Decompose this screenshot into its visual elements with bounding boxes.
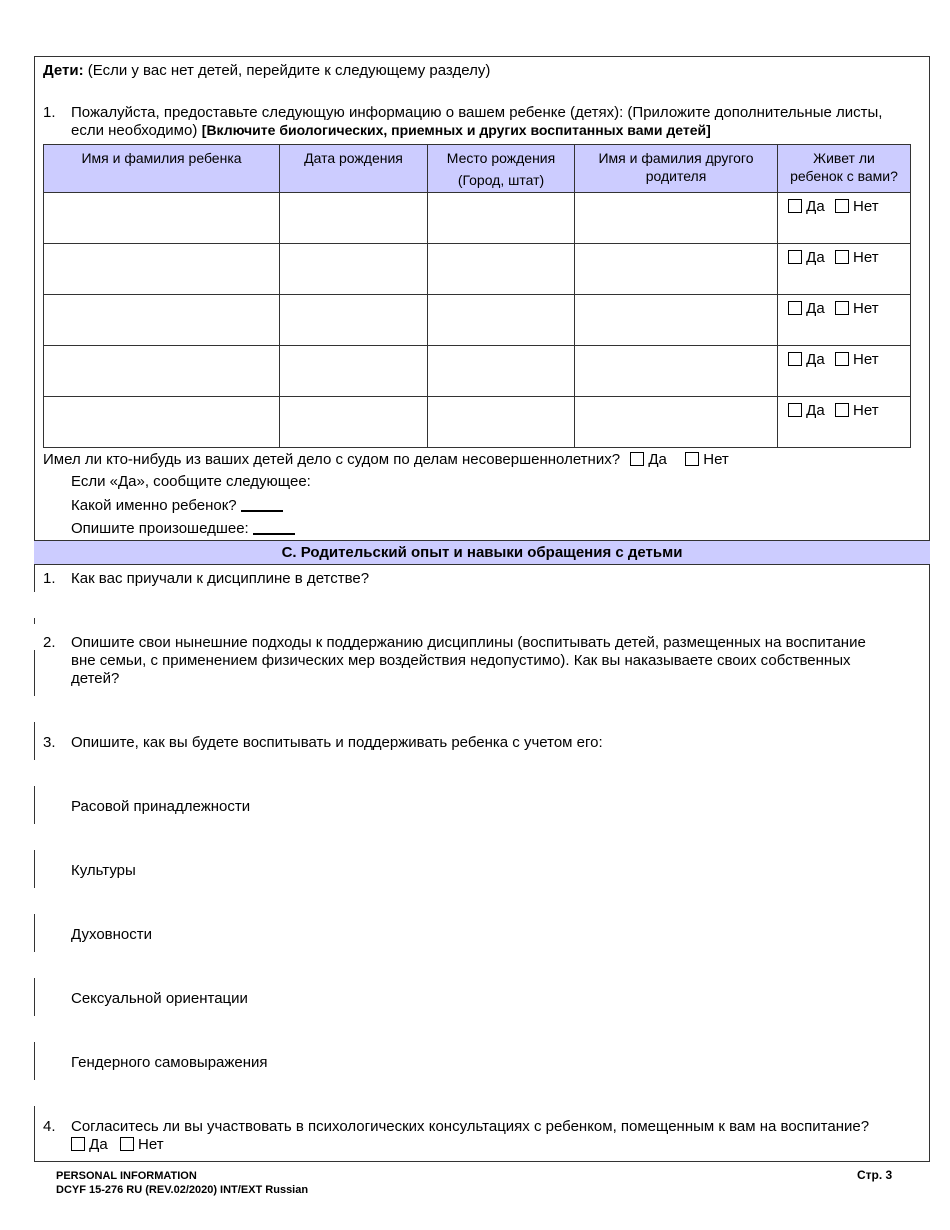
- cell-other-parent[interactable]: [575, 346, 778, 397]
- header-other-parent: [575, 145, 778, 193]
- cell-other-parent[interactable]: [575, 244, 778, 295]
- border-gap: [34, 624, 36, 650]
- cell-dob[interactable]: [280, 397, 428, 448]
- q4-yes-label: Да: [89, 1136, 108, 1153]
- cell-child-name[interactable]: [44, 346, 280, 397]
- cell-other-parent[interactable]: [575, 295, 778, 346]
- cell-birthplace[interactable]: [428, 397, 575, 448]
- cell-other-parent[interactable]: [575, 397, 778, 448]
- footer-left-line1: PERSONAL INFORMATION: [56, 1170, 197, 1182]
- no-checkbox[interactable]: [835, 403, 849, 417]
- header-birthplace-line2: (Город, штат): [457, 172, 545, 188]
- border-gap: [34, 760, 36, 786]
- c-q3-number: 3.: [43, 734, 56, 751]
- cell-child-name[interactable]: [44, 193, 280, 244]
- c-q4-number: 4.: [43, 1118, 56, 1135]
- describe-blank[interactable]: [253, 519, 295, 535]
- cell-dob[interactable]: [280, 295, 428, 346]
- cell-child-name[interactable]: [44, 397, 280, 448]
- yes-label: Да: [806, 402, 825, 419]
- children-label: Дети:: [43, 62, 84, 79]
- c-q4-options: [71, 1136, 164, 1154]
- table-row: [44, 295, 911, 346]
- yes-label: Да: [806, 249, 825, 266]
- describe-label: Опишите произошедшее:: [71, 520, 249, 537]
- table-header-row: [44, 145, 911, 193]
- yes-label: Да: [806, 300, 825, 317]
- q4-no-checkbox[interactable]: [120, 1137, 134, 1151]
- c-q3-text: Опишите, как вы будете воспитывать и поддерживать ребенка с учетом его:: [71, 734, 603, 751]
- cell-child-name[interactable]: [44, 295, 280, 346]
- header-lives-line1: Живет ли: [813, 150, 875, 166]
- c-q2-line2: вне семьи, с применением физических мер воздействия недопустимо). Как вы наказываете своих собственных: [71, 652, 851, 669]
- cell-birthplace[interactable]: [428, 244, 575, 295]
- header-dob: Дата рождения: [280, 145, 428, 193]
- page-number: Стр. 3: [857, 1168, 893, 1182]
- q1-text-plain: если необходимо): [71, 122, 198, 139]
- q3-item-orientation: Сексуальной ориентации: [71, 990, 248, 1007]
- children-table: [43, 144, 911, 448]
- court-question: Имел ли кто-нибудь из ваших детей дело с судом по делам несовершеннолетних?: [43, 451, 621, 468]
- yes-checkbox[interactable]: [788, 250, 802, 264]
- no-checkbox[interactable]: [835, 199, 849, 213]
- header-other-parent-line2: родителя: [645, 168, 707, 184]
- no-label: Нет: [853, 351, 879, 368]
- yes-checkbox[interactable]: [788, 352, 802, 366]
- border-gap: [34, 952, 36, 978]
- yes-checkbox[interactable]: [788, 403, 802, 417]
- border-gap: [34, 592, 36, 618]
- q4-no-label: Нет: [138, 1136, 164, 1153]
- border-gap: [34, 1016, 36, 1042]
- cell-lives-with-you: [778, 346, 911, 397]
- cell-birthplace[interactable]: [428, 193, 575, 244]
- header-child-name: Имя и фамилия ребенка: [44, 145, 280, 193]
- cell-other-parent[interactable]: [575, 193, 778, 244]
- border-gap: [34, 888, 36, 914]
- table-row: [44, 346, 911, 397]
- children-heading: [43, 62, 490, 80]
- no-label: Нет: [853, 402, 879, 419]
- c-q2-line1: Опишите свои нынешние подходы к поддержанию дисциплины (воспитывать детей, размещенных на воспитание: [71, 634, 866, 651]
- no-checkbox[interactable]: [835, 250, 849, 264]
- which-child-row: [71, 496, 283, 515]
- border-gap: [34, 696, 36, 722]
- border-gap: [34, 1080, 36, 1106]
- c-q1-text: Как вас приучали к дисциплине в детстве?: [71, 570, 370, 587]
- cell-dob[interactable]: [280, 193, 428, 244]
- q3-item-spirituality: Духовности: [71, 926, 153, 943]
- c-q4-text: Согласитесь ли вы участвовать в психологических консультациях с ребенком, помещенным к вам на воспитание?: [71, 1118, 870, 1135]
- c-q2-line3: детей?: [71, 670, 120, 687]
- cell-dob[interactable]: [280, 244, 428, 295]
- yes-label: Да: [806, 198, 825, 215]
- q1-text-line2: [71, 122, 711, 140]
- yes-label: Да: [806, 351, 825, 368]
- q1-number: 1.: [43, 104, 56, 121]
- header-birthplace-line1: Место рождения: [446, 150, 556, 166]
- table-row: [44, 244, 911, 295]
- cell-lives-with-you: [778, 244, 911, 295]
- no-checkbox[interactable]: [835, 352, 849, 366]
- section-c-title: C. Родительский опыт и навыки обращения с детьми: [34, 540, 930, 565]
- which-child-label: Какой именно ребенок?: [71, 497, 237, 514]
- cell-lives-with-you: [778, 295, 911, 346]
- q3-item-race: Расовой принадлежности: [71, 798, 251, 815]
- no-label: Нет: [853, 249, 879, 266]
- q4-yes-checkbox[interactable]: [71, 1137, 85, 1151]
- cell-lives-with-you: [778, 397, 911, 448]
- q1-text-line1: Пожалуйста, предоставьте следующую информацию о вашем ребенке (детях): (Приложите дополнительные листы,: [71, 104, 883, 121]
- describe-row: [71, 519, 295, 538]
- court-no-checkbox[interactable]: [685, 452, 699, 466]
- table-row: [44, 397, 911, 448]
- border-gap: [34, 824, 36, 850]
- court-no-label: Нет: [703, 451, 729, 468]
- court-yes-checkbox[interactable]: [630, 452, 644, 466]
- table-row: [44, 193, 911, 244]
- c-q1-number: 1.: [43, 570, 56, 587]
- no-label: Нет: [853, 300, 879, 317]
- no-label: Нет: [853, 198, 879, 215]
- court-question-row: [43, 451, 729, 469]
- if-yes-text: Если «Да», сообщите следующее:: [71, 473, 311, 490]
- cell-birthplace[interactable]: [428, 295, 575, 346]
- c-q2-number: 2.: [43, 634, 56, 651]
- header-lives-line2: ребенок с вами?: [790, 168, 898, 184]
- yes-checkbox[interactable]: [788, 301, 802, 315]
- children-note: (Если у вас нет детей, перейдите к следующему разделу): [87, 62, 491, 79]
- yes-checkbox[interactable]: [788, 199, 802, 213]
- cell-dob[interactable]: [280, 346, 428, 397]
- cell-lives-with-you: [778, 193, 911, 244]
- q3-item-gender-expression: Гендерного самовыражения: [71, 1054, 268, 1071]
- cell-birthplace[interactable]: [428, 346, 575, 397]
- no-checkbox[interactable]: [835, 301, 849, 315]
- footer-left-line2: DCYF 15-276 RU (REV.02/2020) INT/EXT Russian: [56, 1184, 309, 1196]
- which-child-blank[interactable]: [241, 496, 283, 512]
- court-yes-label: Да: [648, 451, 667, 468]
- cell-child-name[interactable]: [44, 244, 280, 295]
- q3-item-culture: Культуры: [71, 862, 136, 879]
- header-birthplace: [428, 145, 575, 193]
- q1-text-bold: [Включите биологических, приемных и других воспитанных вами детей]: [201, 122, 711, 138]
- header-lives-with-you: [778, 145, 911, 193]
- header-other-parent-line1: Имя и фамилия другого: [598, 150, 754, 166]
